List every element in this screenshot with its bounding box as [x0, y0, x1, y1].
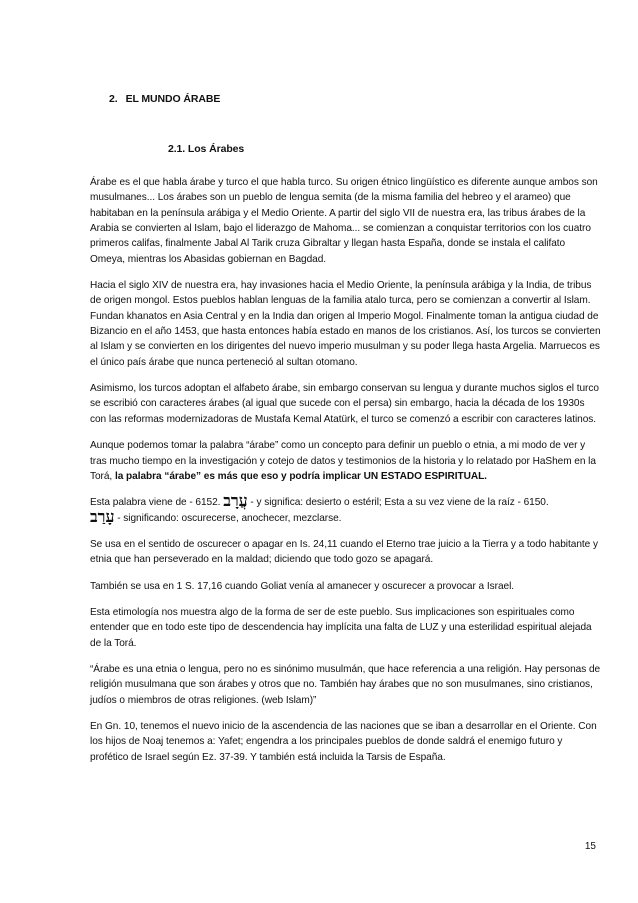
- paragraph-4: [90, 438, 602, 484]
- body-text: [90, 175, 602, 776]
- paragraph-4-emphasis: la palabra “árabe” es más que eso y podría implicar UN ESTADO ESPIRITUAL.: [114, 470, 487, 482]
- paragraph-8: Esta etimología nos muestra algo de la forma de ser de este pueblo. Sus implicaciones son espirituales como entender que en todo este tipo de descendencia hay implícita una falta de LUZ y una esterilidad espiritual alejada de la Torá.: [90, 606, 592, 649]
- section-heading: [109, 93, 220, 105]
- section-number: 2.: [109, 93, 118, 105]
- paragraph-6: Se usa en el sentido de oscurecer o apagar en Is. 24,11 cuando el Eterno trae juicio a la Tierra y a todo habitante y etnia que han perseverado en la maldad; diciendo que todo gozo se apagará.: [90, 538, 598, 566]
- paragraph-5-text-b: - y significa: desierto o estéril; Esta a su vez viene de la raíz - 6150.: [247, 497, 549, 509]
- paragraph-3: Asimismo, los turcos adoptan el alfabeto árabe, sin embargo conservan su lengua y durante muchos siglos el turco se escribió con caracteres árabes (al igual que sucede con el persa) sin embargo, hacia la década de los 1930s con las reformas modernizadoras de Mustafa Kemal Atatürk, el turco se comenzó a escribir con caracteres latinos.: [90, 383, 599, 425]
- hebrew-word-arab-root: עָרַב: [90, 506, 115, 526]
- paragraph-2: Hacia el siglo XIV de nuestra era, hay invasiones hacia el Medio Oriente, la península arábiga y la India, de tribus de origen mongol. Estos pueblos hablan lenguas de la familia atalo turca, pero se comienzan a convertir al Islam. Fundan khanatos en Asia Central y en la India dan origen al Imperio Mogol. Finalmente toman la antigua ciudad de Bizancio en el año 1453, que hasta entonces había estado en manos de los cristianos. Así, los turcos se convierten al Islam y se convierten en los dirigentes del nuevo imperio musulman y su poder llega hasta Argelia. Marruecos es el único país árabe que nunca perteneció al sultan otomano.: [90, 280, 601, 368]
- paragraph-5-text-c: - significando: oscurecerse, anochecer, mezclarse.: [114, 512, 342, 524]
- section-title: EL MUNDO ÁRABE: [125, 93, 221, 105]
- paragraph-4-text: Aunque podemos tomar la palabra “árabe” como un concepto para definir un pueblo o etnia, a mi modo de ver y tras mucho tiempo en la investigación y cotejo de datos y testimonios de la historia y lo relatado por HaShem en la Torá,: [90, 440, 596, 482]
- paragraph-9: “Árabe es una etnia o lengua, pero no es sinónimo musulmán, que hace referencia a una religión. Hay personas de religión musulmana que son árabes y otros que no. También hay árabes que no son musulmanes, sino cristianos, judíos o miembros de otras religiones. (web Islam)”: [90, 663, 601, 706]
- page-number: 15: [584, 841, 596, 852]
- paragraph-10: En Gn. 10, tenemos el nuevo inicio de la ascendencia de las naciones que se iban a desarrollar en el Oriente. Con los hijos de Noaj tenemos a: Yafet; engendra a los principales pueblos de donde saldrá el enemigo futuro y profético de Israel según Ez. 37-39. Y también está incluida la Tarsis de España.: [90, 720, 597, 763]
- subsection-heading: 2.1. Los Árabes: [168, 143, 245, 155]
- paragraph-1: Árabe es el que habla árabe y turco el que habla turco. Su origen étnico lingüístico es diferente aunque ambos son musulmanes... Los árabes son un pueblo de lengua semita (de la misma familia del hebreo y el arameo) que habitaban en la península arábiga y el Medio Oriente. A partir del siglo VII de nuestra era, las tribus árabes de la Arabia se convierten al Islam, bajo el liderazgo de Mahoma... se comienzan a conquistar territorios con los cuatro primeros califas, finalmente Jabal Al Tarik cruza Gibraltar y llegan hasta España, donde se instala el califato Omeya, mientras los Abasidas gobiernan en Bagdad.: [90, 177, 598, 265]
- paragraph-7: También se usa en 1 S. 17,16 cuando Goliat venía al amanecer y oscurecer a provocar a Israel.: [90, 580, 515, 592]
- paragraph-5-text-a: Esta palabra viene de - 6152.: [90, 497, 224, 509]
- hebrew-word-arab: עֲרָב: [223, 491, 248, 511]
- paragraph-5: [90, 491, 602, 526]
